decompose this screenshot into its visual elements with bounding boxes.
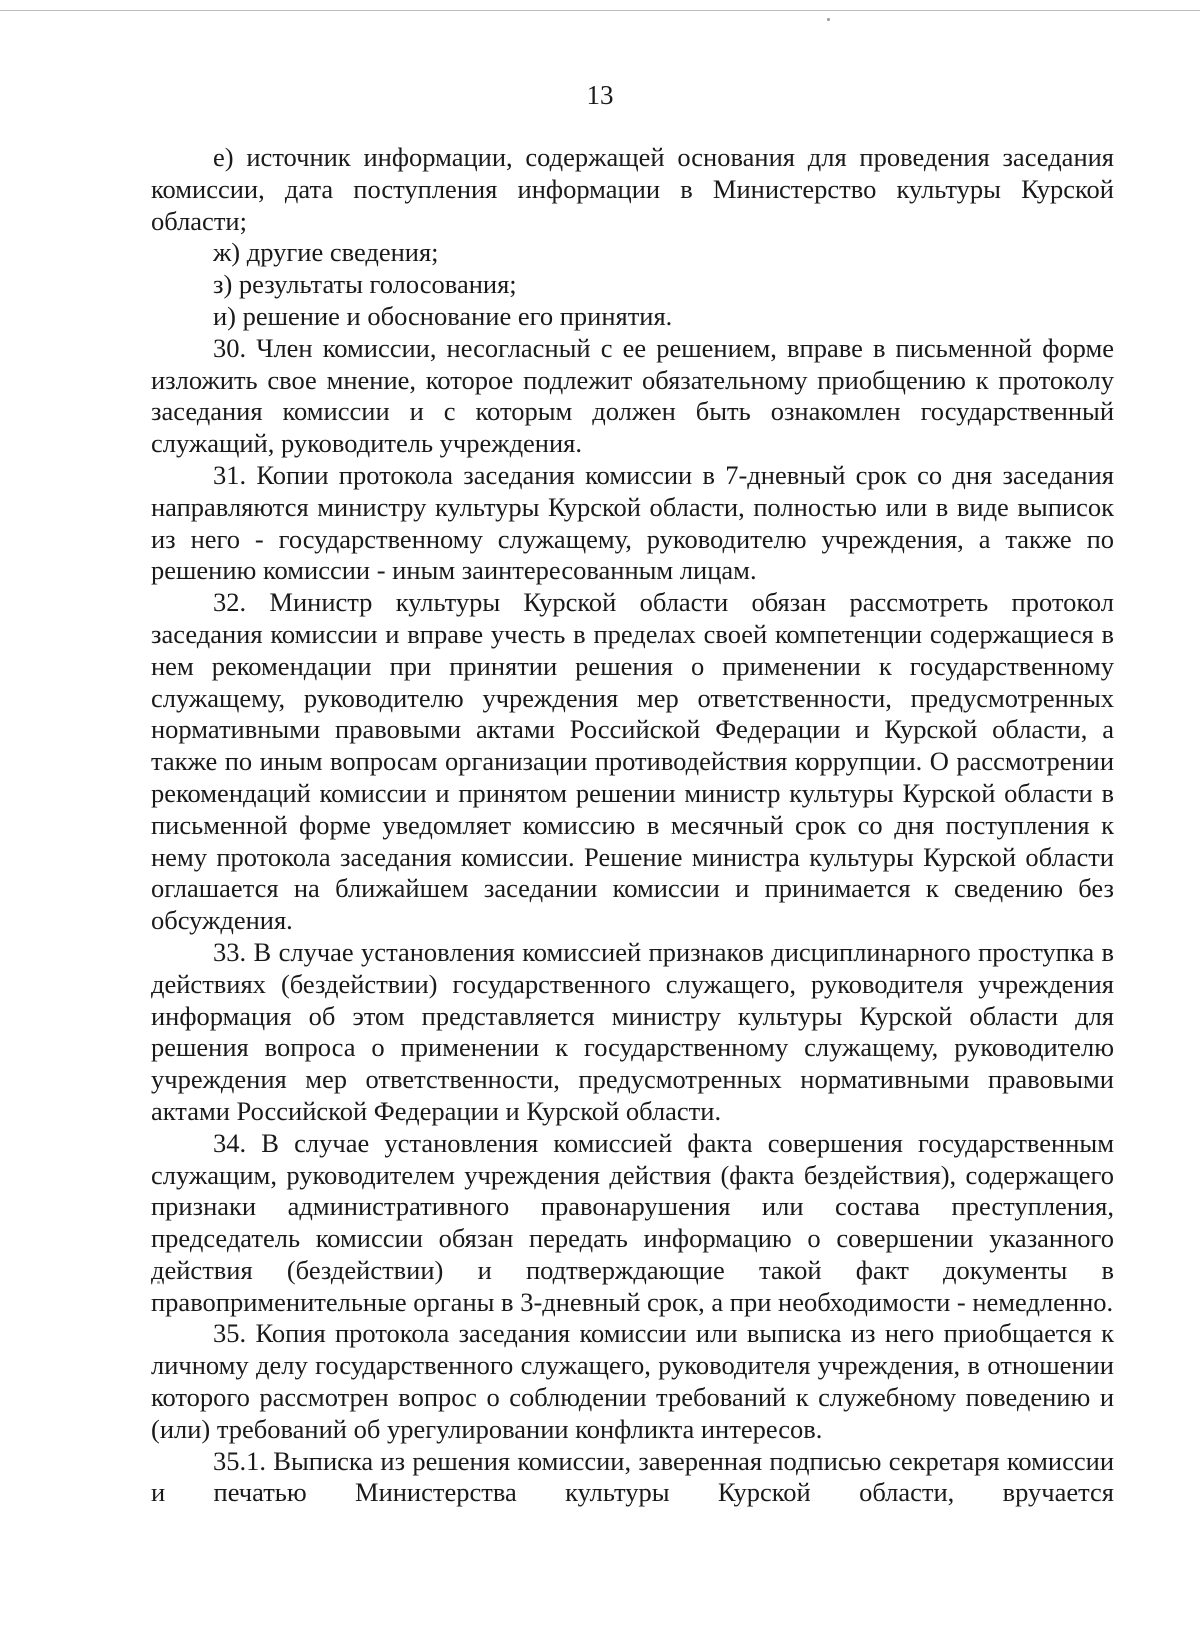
paragraph-35: 35. Копия протокола заседания комиссии или выписка из него приобщается к личному делу государственного служащего, руководителя учреждения, в отношении которого рассмотрен вопрос о соблюдении требований к служебному поведению и (или) требований об урегулировании конфликта интересов. [151,1318,1114,1444]
paragraph-item-zh: ж) другие сведения; [213,237,439,268]
scan-edge-line [0,10,1200,11]
paragraph-30: 30. Член комиссии, несогласный с ее решением, вправе в письменной форме изложить свое мнение, которое подлежит обязательному приобщению к протоколу заседания комиссии и с которым должен быть ознакомлен государственный служащий, руководитель учреждения. [151,332,1114,459]
paragraph-item-i: и) решение и обоснование его принятия. [213,300,673,331]
document-body [151,142,1114,1509]
paragraph-32: 32. Министр культуры Курской области обязан рассмотреть протокол заседания комиссии и вправе учесть в пределах своей компетенции содержащиеся в нем рекомендации при принятии решения о применении к государственному служащему, руководителю учреждения мер ответственности, предусмотренных нормативными правовыми актами Российской Федерации и Курской области, а также по иным вопросам организации противодействия коррупции. О рассмотрении рекомендаций комиссии и принятом решении министр культуры Курской области в письменной форме уведомляет комиссию в месячный срок со дня поступления к нему протокола заседания комиссии. Решение министра культуры Курской области оглашается на ближайшем заседании комиссии и принимается к сведению без обсуждения. [151,587,1114,936]
page-number: 13 [586,80,614,110]
paragraph-33: 33. В случае установления комиссией признаков дисциплинарного проступка в действиях (бездействии) государственного служащего, руководителя учреждения информация об этом представляется министру культуры Курской области для решения вопроса о применении к государственному служащему, руководителю учреждения мер ответственности, предусмотренных нормативными правовыми актами Российской Федерации и Курской области. [151,936,1114,1126]
paragraph-item-e: е) источник информации, содержащей основания для проведения заседания комиссии, дата поступления информации в Министерство культуры Курской области; [151,142,1114,236]
paragraph-35-1: 35.1. Выписка из решения комиссии, заверенная подписью секретаря комиссии и печатью Министерства культуры Курской области, вручается [151,1445,1114,1508]
paragraph-34: 34. В случае установления комиссией факта совершения государственным служащим, руководителем учреждения действия (факта бездействия), содержащего признаки административного правонарушения или состава преступления, председатель комиссии обязан передать информацию о совершении указанного действия (бездействии) и подтверждающие такой факт документы в правоприменительные органы в 3-дневный срок, а при необходимости - немедленно. [151,1127,1114,1317]
scan-speck [827,18,830,21]
paragraph-31: 31. Копии протокола заседания комиссии в 7-дневный срок со дня заседания направляются министру культуры Курской области, полностью или в виде выписок из него - государственному служащему, руководителю учреждения, а также по решению комиссии - иным заинтересованным лицам. [151,459,1114,586]
paragraph-item-z: з) результаты голосования; [213,269,517,300]
